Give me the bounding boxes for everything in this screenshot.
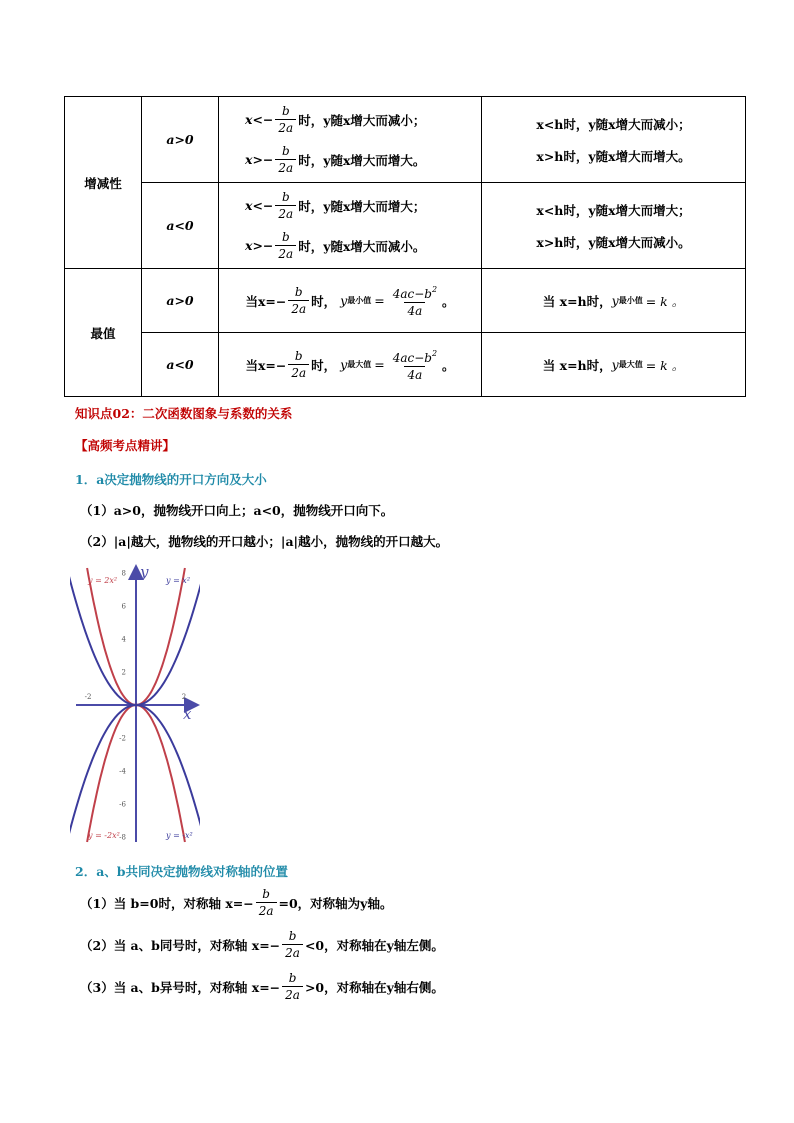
label-negx2: y = -x² [166,831,193,840]
fraction-b-over-2a: $\frac{b}{2a}$ [256,886,277,919]
y-tick-label: 2 [121,668,126,677]
label-neg2x2: y = -2x² [88,831,120,840]
y-tick-label: 6 [121,602,126,611]
fraction-b-over-2a: $\frac{b}{2a}$ [282,970,303,1003]
section-heading: 知识点02：二次函数图象与系数的关系 [75,406,293,421]
fraction-b-over-2a: $\frac{b}{2a}$ [275,143,296,176]
vertex-form-cell: x<h时，y随x增大而增大； x>h时，y随x增大而减小。 [482,183,746,269]
item1-line1: （1）a>0，抛物线开口向上；a<0，抛物线开口向下。 [80,503,394,518]
vertex-max-cell: 当 x=h时， y 最大值 = k 。 [482,333,746,397]
fraction-extremum: $\frac{4ac-b^2}{4a}$ [392,349,438,382]
vertex-form-cell: x<h时，y随x增大而减小； x>h时，y随x增大而增大。 [482,97,746,183]
fraction-extremum: $\frac{4ac-b^2}{4a}$ [392,285,438,318]
row-header-extremum: 最值 [65,269,142,397]
subheading: 【高频考点精讲】 [75,438,176,453]
x-tick-label: 2 [181,693,187,701]
condition-a-negative: a<0 [142,183,219,269]
table-row [65,97,746,183]
parabola-graph [70,560,200,845]
fraction-b-over-2a: $\frac{b}{2a}$ [275,229,296,262]
row-header-monotonicity: 增减性 [65,97,142,269]
formula-cell: x<− $\frac{b}{2a}$ 时，y随x增大而减小； x>− $\frac{b}{2a}$ 时，y随x增大而增大。 [219,97,482,183]
vertex-min-cell: 当 x=h时， y 最小值 = k 。 [482,269,746,333]
item1-line2: （2）|a|越大，抛物线的开口越小；|a|越小，抛物线的开口越大。 [80,534,449,549]
y-tick-label: 8 [121,569,126,578]
min-value-formula-cell: 当x=− $\frac{b}{2a}$ 时， y 最小值 = $\frac{4ac-b^2}{4a}$ 。 [219,269,482,333]
item2-line2: （2）当 a、b同号时，对称轴 x=− $\frac{b}{2a}$ <0，对称轴在y轴左侧。 [80,929,444,960]
max-value-formula-cell: 当x=− $\frac{b}{2a}$ 时， y 最大值 = $\frac{4ac-b^2}{4a}$ 。 [219,333,482,397]
fraction-b-over-2a: $\frac{b}{2a}$ [288,348,309,381]
table-row [65,183,746,269]
item2-line3: （3）当 a、b异号时，对称轴 x=− $\frac{b}{2a}$ >0，对称轴在y轴右侧。 [80,971,444,1002]
y-tick-label: -6 [119,800,126,809]
condition-a-negative: a<0 [142,333,219,397]
table-row [65,333,746,397]
label-x2: y = x² [166,576,191,585]
y-axis-label: y [140,563,149,581]
table-row [65,269,746,333]
fraction-b-over-2a: $\frac{b}{2a}$ [275,189,296,222]
label-2x2: y = 2x² [88,576,118,585]
item2-title: 2．a、b共同决定抛物线对称轴的位置 [75,864,289,879]
condition-a-positive: a>0 [142,269,219,333]
y-tick-label: -2 [119,734,126,743]
fraction-b-over-2a: $\frac{b}{2a}$ [282,928,303,961]
y-tick-label: 4 [121,635,126,644]
condition-a-positive: a>0 [142,97,219,183]
properties-table [64,96,746,397]
fraction-b-over-2a: $\frac{b}{2a}$ [275,103,296,136]
fraction-b-over-2a: $\frac{b}{2a}$ [288,284,309,317]
item2-line1: （1）当 b=0时，对称轴 x=− $\frac{b}{2a}$ =0，对称轴为y轴。 [80,887,393,918]
formula-cell: x<− $\frac{b}{2a}$ 时，y随x增大而增大； x>− $\frac{b}{2a}$ 时，y随x增大而减小。 [219,183,482,269]
y-tick-label: -4 [119,767,126,776]
x-axis-label: x [183,705,192,723]
x-tick-label: -2 [84,693,92,701]
item1-title: 1．a决定抛物线的开口方向及大小 [75,472,267,487]
y-tick-label: -8 [119,833,126,842]
